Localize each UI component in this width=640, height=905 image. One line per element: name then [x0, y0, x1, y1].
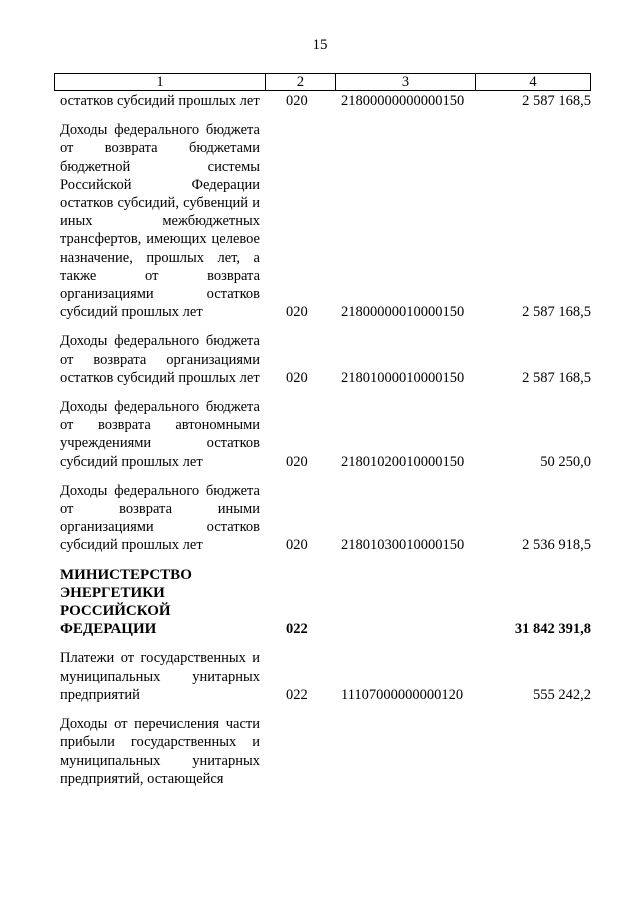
- row-kbk: 21800000000000150: [341, 93, 465, 109]
- table-row: [60, 482, 591, 555]
- table-row: [60, 715, 591, 788]
- row-amount: 2 587 168,5: [522, 369, 591, 386]
- table-body: [60, 92, 591, 799]
- header-col-1: 1: [156, 74, 164, 90]
- table-row: [60, 332, 591, 387]
- row-kbk: 21800000010000150: [341, 304, 465, 321]
- header-col-2: 2: [265, 74, 335, 90]
- ministry-code: 022: [286, 621, 308, 638]
- ministry-row: [60, 566, 591, 639]
- row-name: Доходы федерального бюджета от возврата организациями остатков субсидий прошлых лет: [60, 333, 260, 386]
- ministry-amount: 31 842 391,8: [514, 621, 591, 638]
- row-code: 020: [286, 304, 308, 321]
- header-col-3: 3: [335, 74, 475, 90]
- table-row: [60, 92, 591, 110]
- ministry-name: МИНИСТЕРСТВО ЭНЕРГЕТИКИ РОССИЙСКОЙ ФЕДЕРАЦИИ: [60, 566, 192, 638]
- row-name: Доходы от перечисления части прибыли государственных и муниципальных унитарных предприятий, остающейся: [60, 716, 260, 787]
- table-row: [60, 649, 591, 704]
- row-kbk: 11107000000000120: [341, 686, 464, 703]
- row-code: 022: [286, 686, 308, 703]
- table-row: [60, 398, 591, 471]
- row-code: 020: [286, 453, 308, 470]
- row-code: 020: [286, 537, 308, 554]
- row-name: остатков субсидий прошлых лет: [60, 93, 260, 109]
- row-name: Платежи от государственных и муниципальных унитарных предприятий: [60, 650, 260, 703]
- page-number: 15: [312, 37, 328, 53]
- row-kbk: 21801030010000150: [341, 537, 465, 554]
- row-amount: 2 587 168,5: [522, 93, 591, 109]
- row-code: 020: [286, 369, 308, 386]
- row-amount: 2 536 918,5: [522, 537, 591, 554]
- table-header: [54, 73, 591, 91]
- row-amount: 2 587 168,5: [522, 304, 591, 321]
- row-name: Доходы федерального бюджета от возврата автономными учреждениями остатков субсидий прошлых лет: [60, 399, 260, 470]
- row-amount: 50 250,0: [540, 453, 591, 470]
- table-row: [60, 121, 591, 321]
- row-kbk: 21801020010000150: [341, 453, 465, 470]
- row-kbk: 21801000010000150: [341, 369, 465, 386]
- row-code: 020: [286, 93, 308, 109]
- row-name: Доходы федерального бюджета от возврата бюджетами бюджетной системы Российской Федерации остатков субсидий, субвенций и иных межбюджетных трансфертов, имеющих целевое назначение, прошлых лет, а также от возврата организациями остатков субсидий прошлых лет: [60, 122, 260, 321]
- row-name: Доходы федерального бюджета от возврата иными организациями остатков субсидий прошлых лет: [60, 482, 260, 554]
- header-col-4: 4: [475, 74, 590, 90]
- row-amount: 555 242,2: [533, 686, 591, 703]
